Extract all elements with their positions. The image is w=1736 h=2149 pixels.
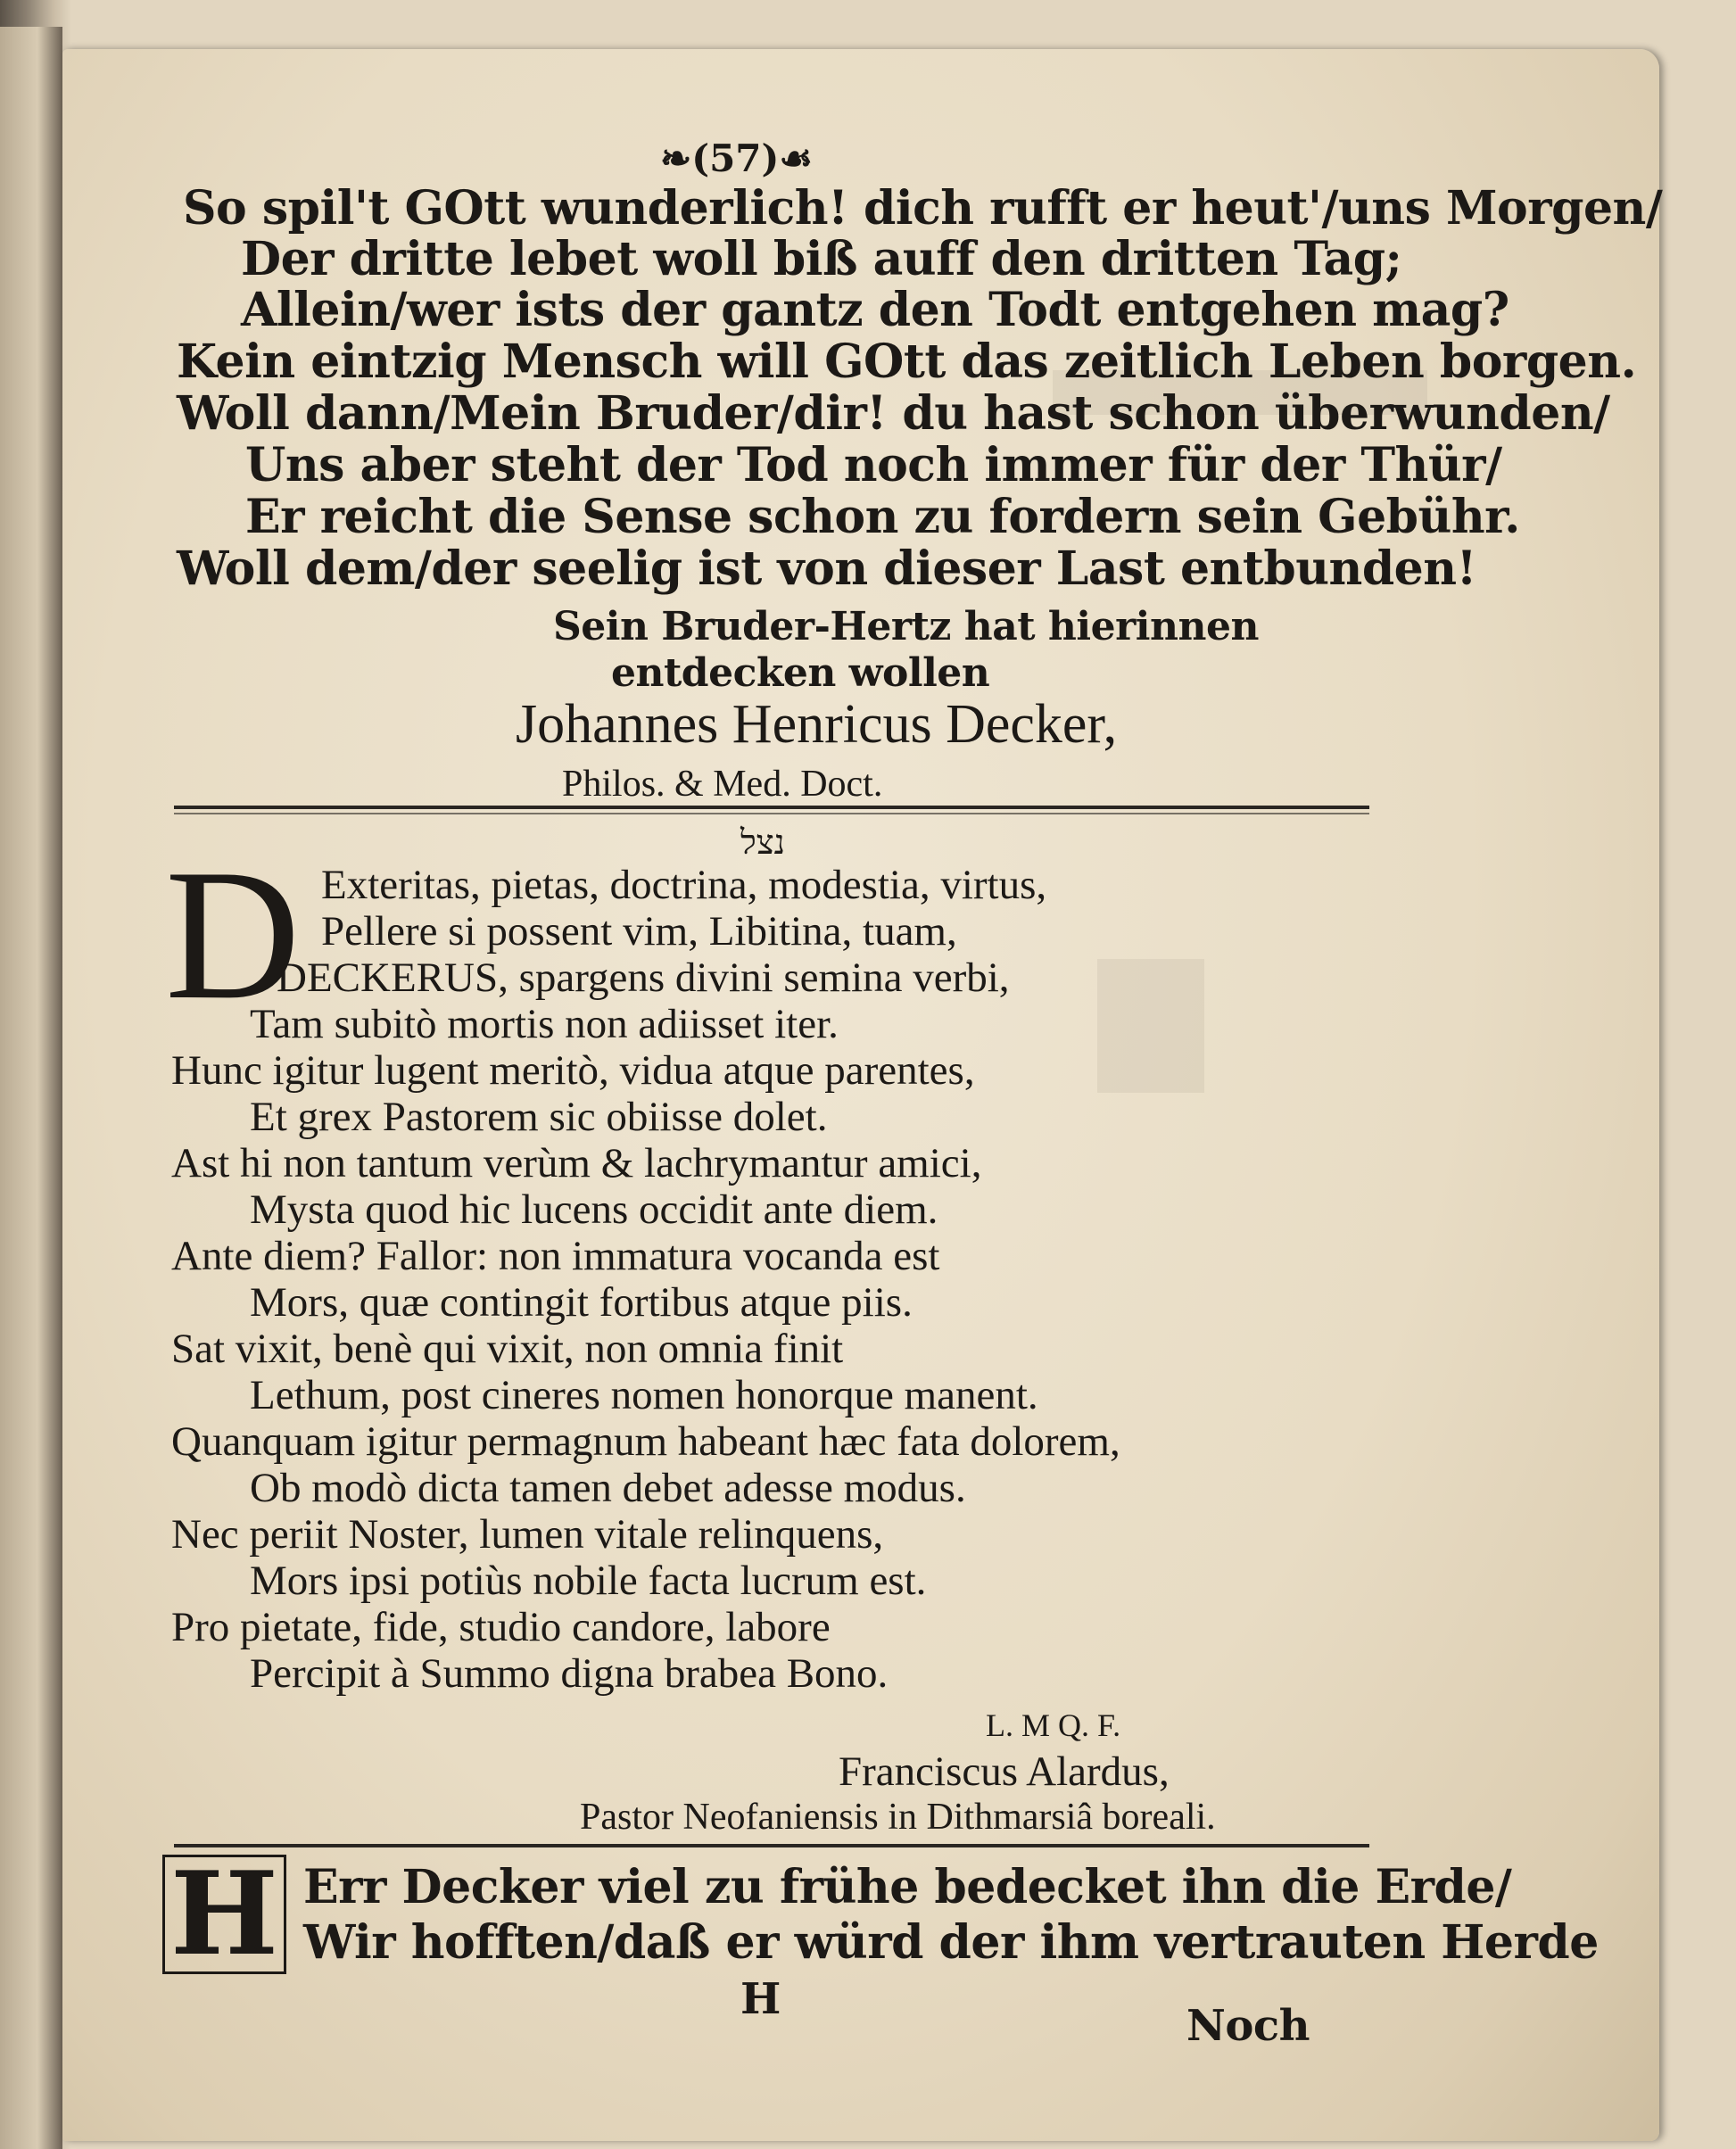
dropcap-letter: D — [165, 831, 301, 1038]
poem1-line: Der dritte lebet woll biß auff den dritten Tag; — [241, 232, 1402, 286]
poem1-line: Allein/wer ists der gantz den Todt entgehen mag? — [241, 283, 1509, 337]
signature2-name: Franciscus Alardus, — [839, 1748, 1170, 1795]
signature1-title: Philos. & Med. Doct. — [562, 764, 883, 805]
book-page — [62, 49, 1663, 2141]
signature2-title: Pastor Neofaniensis in Dithmarsiâ boreali. — [580, 1797, 1216, 1838]
poem2-line: Nec periit Noster, lumen vitale relinquens, — [171, 1511, 884, 1558]
poem1-line: Er reicht die Sense schon zu fordern sein Gebühr. — [245, 490, 1520, 544]
poem2-line: Lethum, post cineres nomen honorque manent. — [250, 1372, 1038, 1418]
catchword: Noch — [1186, 2001, 1310, 2051]
poem2-line: Ante diem? Fallor: non immatura vocanda est — [171, 1233, 940, 1279]
poem3-line: Wir hofften/daß er würd der ihm vertrauten Herde — [303, 1915, 1599, 1970]
hebrew-heading: נצל — [740, 824, 786, 862]
poem2-line: Ast hi non tantum verùm & lachrymantur amici, — [171, 1140, 982, 1186]
signature-mark: H — [740, 1974, 781, 2024]
poem2-line: Pro pietate, fide, studio candore, labore — [171, 1604, 831, 1650]
section-divider — [174, 1844, 1369, 1847]
poem2-line: Pellere si possent vim, Libitina, tuam, — [321, 908, 957, 955]
dedication-line: entdecken wollen — [611, 650, 990, 696]
section-divider — [174, 806, 1369, 809]
poem1-line: Woll dem/der seelig ist von dieser Last entbunden! — [177, 541, 1476, 596]
poem1-line: Uns aber steht der Tod noch immer für der Thür/ — [245, 438, 1502, 492]
page-number: (57) — [691, 136, 780, 180]
decorative-capital: H — [162, 1855, 286, 1974]
dedication-line: Sein Bruder-Hertz hat hierinnen — [553, 604, 1259, 649]
page-header-ornament — [660, 136, 813, 180]
poem2-line: Percipit à Summo digna brabea Bono. — [250, 1650, 889, 1697]
signature1-name: Johannes Henricus Decker, — [516, 694, 1118, 755]
poem1-line: Woll dann/Mein Bruder/dir! du hast schon überwunden/ — [177, 386, 1610, 441]
poem2-line: DECKERUS, spargens divini semina verbi, — [277, 955, 1010, 1001]
poem2-line: Hunc igitur lugent meritò, vidua atque parentes, — [171, 1047, 975, 1094]
left-page-edge — [0, 27, 62, 2149]
poem1-line: Kein eintzig Mensch will GOtt das zeitlich Leben borgen. — [177, 335, 1637, 389]
poem1-line: So spil't GOtt wunderlich! dich rufft er heut'/uns Morgen/ — [183, 181, 1663, 236]
show-through-smudge — [1097, 959, 1204, 1093]
signature2-initials: L. M Q. F. — [986, 1707, 1121, 1743]
poem2-line: Ob modò dicta tamen debet adesse modus. — [250, 1465, 966, 1511]
poem2-line: Tam subitò mortis non adiisset iter. — [250, 1001, 839, 1047]
poem2-line: Mors ipsi potiùs nobile facta lucrum est. — [250, 1558, 927, 1604]
poem2-line: Quanquam igitur permagnum habeant hæc fata dolorem, — [171, 1418, 1120, 1465]
ornament-right-icon: ☙ — [779, 136, 814, 180]
poem2-line: Mors, quæ contingit fortibus atque piis. — [250, 1279, 913, 1326]
poem3-line: Err Decker viel zu frühe bedecket ihn die Erde/ — [303, 1860, 1512, 1914]
poem2-line: Mysta quod hic lucens occidit ante diem. — [250, 1186, 938, 1233]
section-divider — [174, 813, 1369, 814]
poem2-line: Sat vixit, benè qui vixit, non omnia finit — [171, 1326, 844, 1372]
poem2-line: Et grex Pastorem sic obiisse dolet. — [250, 1094, 828, 1140]
poem2-line: Exteritas, pietas, doctrina, modestia, virtus, — [321, 862, 1047, 908]
ornament-left-icon: ❧ — [660, 136, 692, 180]
